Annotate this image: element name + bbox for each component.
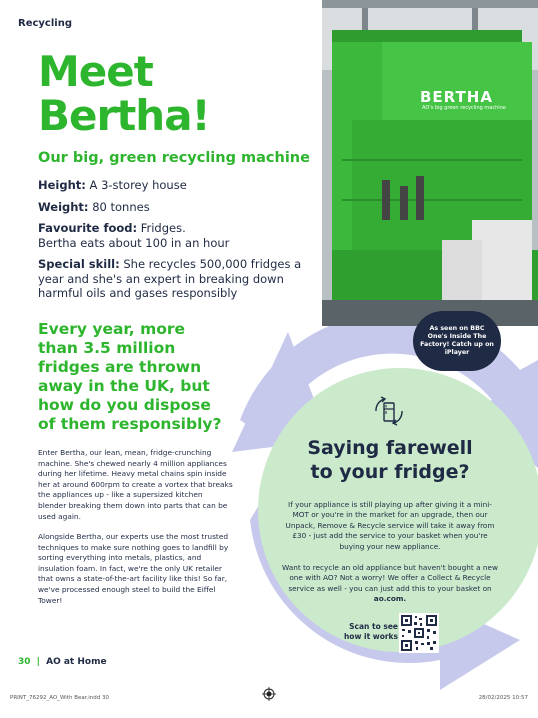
fact-label: Height: [38,178,86,192]
fact-value: 80 tonnes [92,199,150,214]
scan-label-line-1: Scan to see [349,622,398,631]
fact-value: A 3-storey house [89,178,187,192]
page-number: 30 [18,657,31,667]
fact-special-skill [38,257,316,301]
headline-line-2: Bertha! [38,91,210,140]
bertha-machine-photo [322,0,538,326]
recycle-fridge-icon [372,395,406,427]
fact-weight [38,200,316,215]
bertha-sign-title: BERTHA [420,88,493,106]
scan-label [332,622,398,641]
fact-extra: Bertha eats about 100 in an hour [38,235,230,250]
body-paragraph-1: Enter Bertha, our lean, mean, fridge-crunching machine. She's chewed nearly 4 million appliances during her lifetime. Heavy metal chains spin inside her at around 600rpm to create a vortex that breaks the appliances up - like a supersized kitchen blender breaking them down into parts that can be used again. [38,448,233,521]
farewell-paragraph-1: If your appliance is still playing up after giving it a mini-MOT or you're in the market for an upgrade, then our Unpack, Remove & Recycle service will take it away from £30 - just add the service to your basket when you're buying your new appliance. [285,500,495,551]
farewell-paragraph-2 [282,563,498,605]
bertha-sign-subtitle: AO's big green recycling machine [422,105,506,111]
fact-favourite-food [38,221,316,250]
subhead: Our big, green recycling machine [38,150,310,166]
headline [38,47,210,140]
qr-code[interactable] [399,613,439,653]
farewell-title-line-2: to your fridge? [310,461,470,483]
machine-illustration [322,0,538,326]
publication-name: AO at Home [46,657,107,667]
fact-value: She recycles 500,000 fridges a year and she's an expert in breaking down harmful oils and gases responsibly [38,257,302,300]
footer-separator: | [36,657,40,667]
ao-link[interactable]: ao.com. [373,594,407,604]
scan-label-line-2: how it works [343,631,398,641]
fact-label: Favourite food: [38,221,138,235]
body-paragraph-2: Alongside Bertha, our experts use the most trusted techniques to make sure nothing goes to landfill by sorting everything into metals, plastics, and insulation foam. In fact, we're the only UK retailer that owns a state-of-the-art facility like this! So far, we've processed enough steel to build the Eiffel Tower! [38,532,229,605]
fact-label: Special skill: [38,257,120,271]
question-heading: Every year, more than 3.5 million fridges are thrown away in the UK, but how do you dispose of them responsibly? [38,320,222,433]
fact-height [38,178,316,193]
fact-label: Weight: [38,199,89,214]
section-label: Recycling [18,18,72,29]
farewell-paragraph-2-text: Want to recycle an old appliance but haven't bought a new one with AO? Not a worry! We offer a Collect & Recycle service as well - you can just add this to your basket on [282,563,498,593]
fact-list [38,178,316,308]
print-slug-datetime: 28/02/2025 10:57 [478,695,528,701]
page-footer [18,657,107,667]
farewell-title-line-1: Saying farewell [307,437,473,459]
registration-mark-icon [262,687,276,701]
fact-value: Fridges. [140,221,186,235]
bbc-badge-text: As seen on BBC One's Inside The Factory! Catch up on iPlayer [420,324,494,357]
print-slug-file: PRINT_76292_AO_With Bear.indd 30 [10,695,109,701]
bbc-badge [413,311,501,371]
farewell-title [270,436,510,484]
headline-line-1: Meet [38,47,153,96]
